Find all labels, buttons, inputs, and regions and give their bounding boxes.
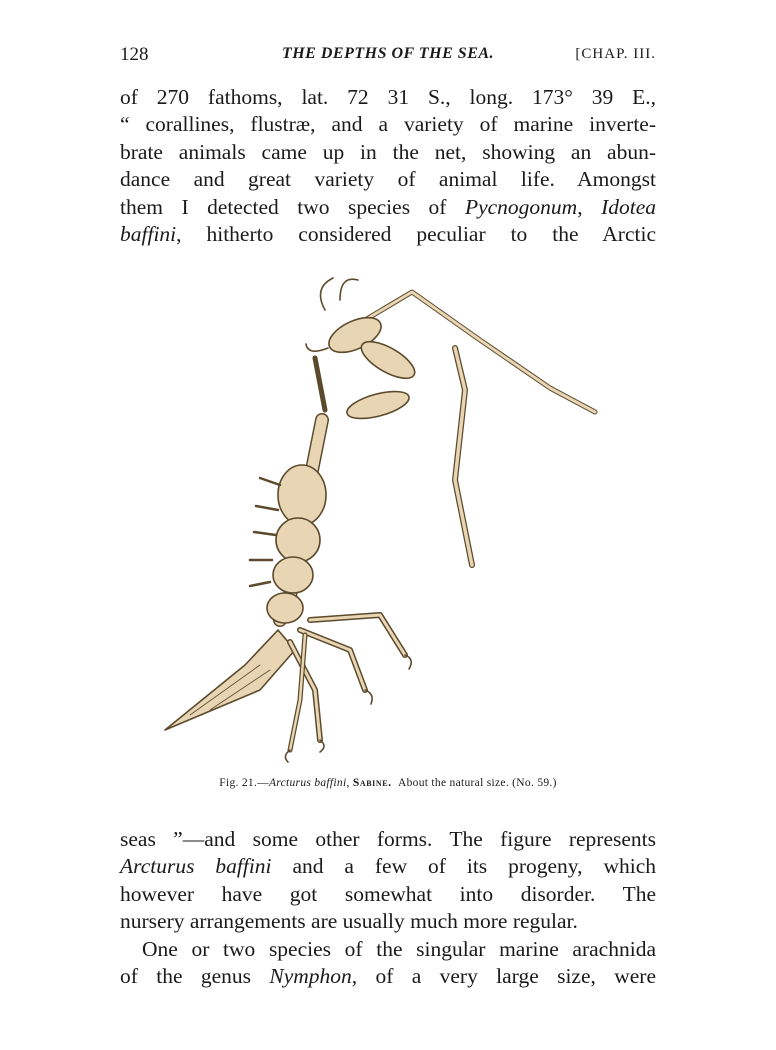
text-line: “ corallines, flustræ, and a variety of marine inverte-: [120, 112, 656, 137]
caption-note: About the natural size. (No. 59.): [398, 777, 557, 789]
running-head: [120, 44, 656, 70]
text-line: [120, 221, 656, 248]
page-number: 128: [120, 44, 149, 65]
running-title: THE DEPTHS OF THE SEA.: [281, 45, 495, 62]
caption-author: Sabine.: [352, 777, 392, 789]
italic-genus: Idotea: [601, 194, 657, 219]
text-run: , hitherto considered peculiar to the Arctic: [176, 221, 656, 246]
arcturus-illustration: [150, 270, 620, 770]
text-run: them I detected two species of: [120, 194, 465, 219]
arcturus-engraving: [150, 270, 620, 770]
text-line: brate animals came up in the net, showing an abun-: [120, 139, 656, 164]
text-line: [120, 853, 656, 880]
italic-genus: Nymphon: [269, 963, 352, 988]
text-line: [120, 194, 656, 221]
text-line: dance and great variety of animal life. Amongst: [120, 167, 656, 192]
text-line: seas ”—and some other forms. The figure represents: [120, 827, 656, 851]
text-line: of 270 fathoms, lat. 72 31 S., long. 173° 39 E.,: [120, 85, 656, 109]
text-line: [120, 963, 656, 990]
text-line: One or two species of the singular marine arachnida: [142, 936, 656, 961]
text-line: however have got somewhat into disorder. The: [120, 881, 656, 906]
top-paragraph: [120, 84, 656, 248]
text-run: and a few of its progeny, which: [271, 854, 656, 879]
italic-species: baffini: [120, 221, 177, 246]
caption-species: Arcturus baffini: [268, 777, 347, 789]
text-line: nursery arrangements are usually much more regular.: [120, 909, 578, 934]
bottom-paragraph: [120, 826, 656, 990]
italic-genus: Pycnogonum: [464, 194, 578, 219]
caption-label: Fig. 21.—: [219, 777, 269, 789]
chapter-marker: [CHAP. III.: [575, 46, 656, 62]
text-run: ,: [577, 194, 602, 219]
text-run: of the genus: [120, 963, 270, 988]
figure-caption: Fig. 21.—Arcturus baffini, Sabine. About the natural size. (No. 59.): [219, 777, 557, 789]
text-run: , of a very large size, were: [351, 963, 656, 988]
italic-species: Arcturus baffini: [120, 854, 272, 879]
